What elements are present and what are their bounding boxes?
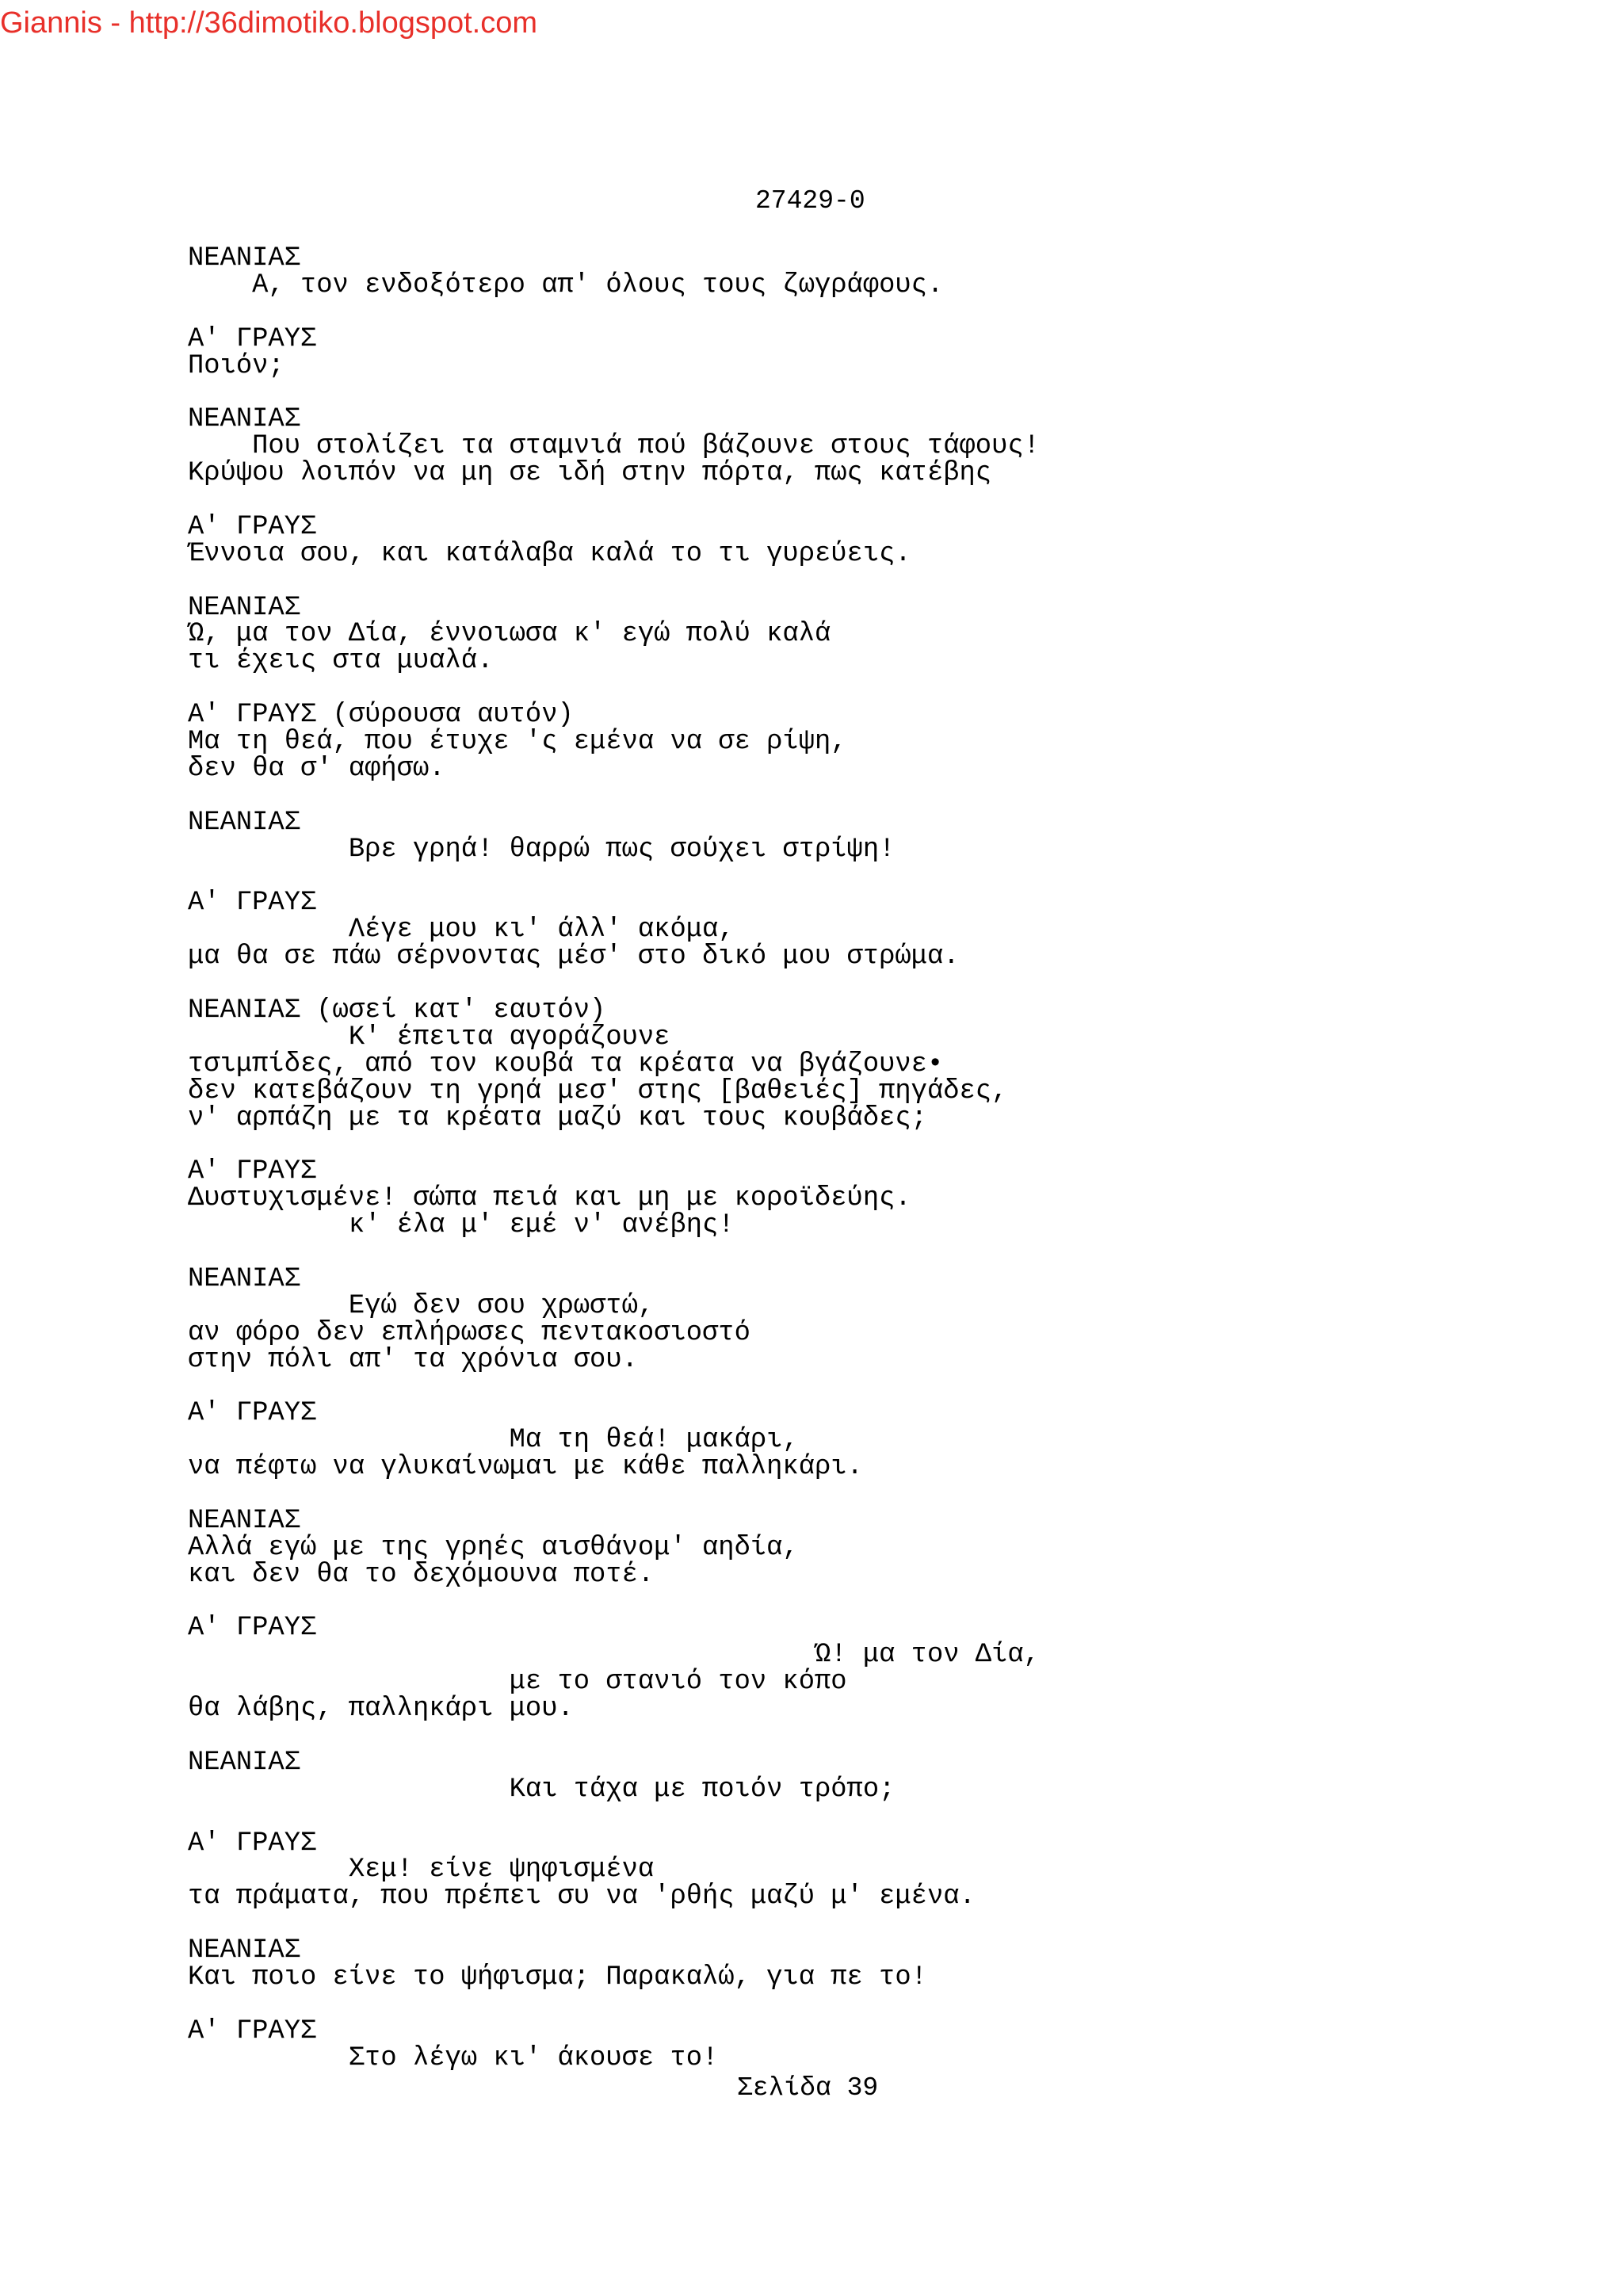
- script-line: Α' ΓΡΑΥΣ: [188, 511, 317, 542]
- script-line: Δυστυχισμένε! σώπα πειά και μη με κοροϊδεύης.: [188, 1183, 911, 1214]
- blank-line: [188, 487, 1040, 514]
- script-line: Α' ΓΡΑΥΣ: [188, 1828, 317, 1859]
- blank-line: [188, 380, 1040, 407]
- script-line: θα λάβης, παλληκάρι μου.: [188, 1694, 574, 1725]
- script-line: ΝΕΑΝΙΑΣ: [188, 404, 300, 435]
- script-line: μα θα σε πάω σέρνοντας μέσ' στο δικό μου στρώμα.: [188, 942, 960, 972]
- script-line: ν' αρπάζη με τα κρέατα μαζύ και τους κουβάδες;: [188, 1102, 927, 1133]
- blank-line: [188, 1373, 1040, 1400]
- script-line: Εγώ δεν σου χρωστώ,: [188, 1290, 655, 1321]
- script-line: Α' ΓΡΑΥΣ: [188, 888, 317, 919]
- script-line: Έννοια σου, και κατάλαβα καλά το τι γυρεύεις.: [188, 538, 911, 569]
- blank-line: [188, 1481, 1040, 1508]
- blank-line: [188, 300, 1040, 327]
- script-line: Κρύψου λοιπόν να μη σε ιδή στην πόρτα, πως κατέβης: [188, 458, 992, 489]
- script-line: Ώ! μα τον Δία,: [188, 1640, 1040, 1671]
- blank-line: [188, 1911, 1040, 1938]
- script-line: Α' ΓΡΑΥΣ (σύρουσα αυτόν): [188, 700, 574, 731]
- blank-line: [188, 1589, 1040, 1616]
- blank-line: [188, 675, 1040, 702]
- script-line: ΝΕΑΝΙΑΣ: [188, 807, 300, 838]
- script-line: Α' ΓΡΑΥΣ: [188, 1613, 317, 1644]
- blank-line: [188, 1804, 1040, 1831]
- script-line: να πέφτω να γλυκαίνωμαι με κάθε παλληκάρι.: [188, 1452, 863, 1483]
- script-line: Α, τον ενδοξότερο απ' όλους τους ζωγράφους.: [188, 269, 944, 300]
- watermark-link: Giannis - http://36dimotiko.blogspot.com: [0, 6, 538, 40]
- script-line: Μα τη θεά, που έτυχε 'ς εμένα να σε ρίψη,: [188, 727, 847, 758]
- script-line: ΝΕΑΝΙΑΣ: [188, 1747, 300, 1778]
- blank-line: [188, 971, 1040, 998]
- script-line: ΝΕΑΝΙΑΣ: [188, 243, 300, 273]
- blank-line: [188, 1240, 1040, 1266]
- script-line: Και ποιο είνε το ψήφισμα; Παρακαλώ, για πε το!: [188, 1962, 927, 1992]
- script-line: Α' ΓΡΑΥΣ: [188, 1156, 317, 1187]
- script-line: Αλλά εγώ με της γρηές αισθάνομ' αηδία,: [188, 1532, 799, 1563]
- blank-line: [188, 568, 1040, 595]
- script-line: με το στανιό τον κόπο: [188, 1667, 847, 1698]
- script-line: στην πόλι απ' τα χρόνια σου.: [188, 1344, 638, 1375]
- script-line: ΝΕΑΝΙΑΣ: [188, 1935, 300, 1966]
- script-line: Ώ, μα τον Δία, έννοιωσα κ' εγώ πολύ καλά: [188, 619, 831, 650]
- script-line: δεν κατεβάζουν τη γρηά μεσ' στης [βαθειές] πηγάδες,: [188, 1075, 1008, 1106]
- script-line: ΝΕΑΝΙΑΣ: [188, 1263, 300, 1294]
- script-line: Που στολίζει τα σταμνιά πού βάζουνε στους τάφους!: [188, 431, 1040, 462]
- blank-line: [188, 1132, 1040, 1159]
- script-line: Και τάχα με ποιόν τρόπο;: [188, 1774, 896, 1805]
- blank-line: [188, 783, 1040, 810]
- script-line: ΝΕΑΝΙΑΣ: [188, 592, 300, 623]
- blank-line: [188, 1723, 1040, 1750]
- script-line: Α' ΓΡΑΥΣ: [188, 323, 317, 354]
- blank-line: [188, 863, 1040, 890]
- script-line: δεν θα σ' αφήσω.: [188, 753, 445, 784]
- script-line: Α' ΓΡΑΥΣ: [188, 2015, 317, 2046]
- script-line: Χεμ! είνε ψηφισμένα: [188, 1855, 655, 1885]
- script-text: [188, 243, 1040, 2073]
- script-line: Μα τη θεά! μακάρι,: [188, 1425, 799, 1456]
- page-number: Σελίδα 39: [737, 2073, 879, 2103]
- script-line: ΝΕΑΝΙΑΣ (ωσεί κατ' εαυτόν): [188, 995, 606, 1026]
- script-line: Α' ΓΡΑΥΣ: [188, 1398, 317, 1429]
- script-line: τσιμπίδες, από τον κουβά τα κρέατα να βγάζουνε•: [188, 1049, 944, 1079]
- script-line: αν φόρο δεν επλήρωσες πεντακοσιοστό: [188, 1317, 750, 1348]
- script-line: και δεν θα το δεχόμουνα ποτέ.: [188, 1559, 655, 1590]
- script-line: ΝΕΑΝΙΑΣ: [188, 1505, 300, 1536]
- script-line: Βρε γρηά! θαρρώ πως σούχει στρίψη!: [188, 834, 896, 865]
- script-line: κ' έλα μ' εμέ ν' ανέβης!: [188, 1210, 735, 1241]
- script-line: Κ' έπειτα αγοράζουνε: [188, 1022, 670, 1052]
- script-line: τα πράματα, που πρέπει συ να 'ρθής μαζύ μ' εμένα.: [188, 1881, 976, 1912]
- script-line: Στο λέγω κι' άκουσε το!: [188, 2042, 719, 2073]
- blank-line: [188, 1992, 1040, 2019]
- script-line: τι έχεις στα μυαλά.: [188, 646, 494, 677]
- document-id: 27429-0: [755, 186, 865, 216]
- script-line: Λέγε μου κι' άλλ' ακόμα,: [188, 915, 735, 946]
- script-line: Ποιόν;: [188, 350, 285, 381]
